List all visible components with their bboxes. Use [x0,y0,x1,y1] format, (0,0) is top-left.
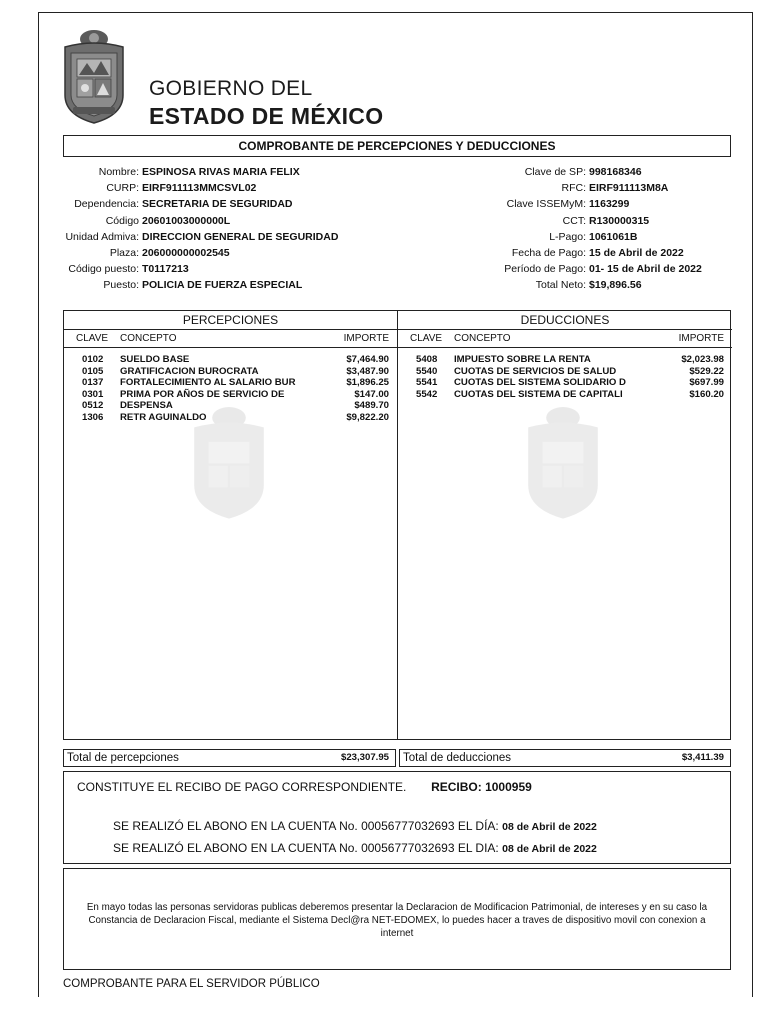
row-concepto: CUOTAS DEL SISTEMA DE CAPITALI [454,388,623,400]
deducciones-title: DEDUCCIONES [398,311,732,330]
row-importe: $3,487.90 [346,365,389,377]
row-importe: $147.00 [354,388,389,400]
government-name-line1: GOBIERNO DEL [149,77,313,100]
abono-date: 08 de Abril de 2022 [502,843,597,855]
info-value: T0117213 [142,263,189,276]
row-clave: 0301 [82,388,104,400]
info-value: POLICIA DE FUERZA ESPECIAL [142,279,303,292]
table-row [398,354,732,366]
row-clave: 0102 [82,354,104,365]
info-value: 01- 15 de Abril de 2022 [589,263,702,276]
header-importe: IMPORTE [678,333,724,344]
deducciones-list [398,348,732,400]
info-row-unidad-admiva [39,229,379,245]
row-importe: $160.20 [689,388,724,400]
row-concepto: RETR AGUINALDO [120,411,207,423]
row-clave: 0105 [82,365,104,377]
info-row-plaza [39,245,379,261]
table-row [64,377,397,389]
constituye-recibo-line [77,780,532,794]
row-concepto: PRIMA POR AÑOS DE SERVICIO DE [120,388,285,400]
table-row [64,412,397,424]
table-row [64,354,397,366]
info-row-rfc [459,180,759,196]
info-label: Nombre: [98,166,139,178]
totals-row [63,749,731,767]
abono-text: SE REALIZÓ EL ABONO EN LA CUENTA No. 00056777032693 EL DIA: [113,841,499,855]
info-label: Clave ISSEMyM: [506,198,586,211]
info-value: 20601003000000L [142,214,231,227]
info-label: Unidad Admiva: [65,230,139,243]
row-clave: 1306 [82,411,104,423]
notice-box [63,868,731,970]
table-row [398,389,732,401]
row-clave: 5408 [416,354,438,365]
government-name-line2: ESTADO DE MÉXICO [149,103,384,129]
header-concepto: CONCEPTO [454,333,511,344]
header-concepto: CONCEPTO [120,333,177,344]
info-label: CCT: [562,214,586,227]
coat-of-arms-watermark-icon [508,401,618,521]
header-clave: CLAVE [410,333,443,344]
deducciones-header [398,330,732,348]
info-value: $19,896.56 [589,279,642,292]
row-concepto: FORTALECIMIENTO AL SALARIO BUR [120,377,296,389]
row-concepto: CUOTAS DE SERVICIOS DE SALUD [454,365,617,377]
total-deducciones-label: Total de deducciones [403,752,512,764]
percepciones-column [64,311,398,739]
info-label: Puesto: [103,279,139,292]
recibo-number: RECIBO: 1000959 [431,780,532,794]
payment-info-box [63,771,731,864]
info-label: Dependencia: [74,198,139,211]
info-value: 998168346 [589,166,642,178]
info-value: 1061061B [589,230,638,243]
row-clave: 5541 [416,377,438,389]
info-label: Código puesto: [68,263,139,276]
total-percepciones [63,749,396,767]
info-value: DIRECCION GENERAL DE SEGURIDAD [142,230,339,243]
employee-info-right [459,164,759,294]
percepciones-list [64,348,397,424]
deducciones-column [398,311,732,739]
row-clave: 5542 [416,388,438,400]
row-clave: 5540 [416,365,438,377]
table-row [64,389,397,401]
employee-info-left [39,164,379,294]
document-title: COMPROBANTE DE PERCEPCIONES Y DEDUCCIONES [63,135,731,157]
row-clave: 0512 [82,400,104,412]
info-row-codigo [39,213,379,229]
info-value: ESPINOSA RIVAS MARIA FELIX [142,166,300,178]
info-row-clave-sp [459,164,759,180]
info-value: 206000000002545 [142,246,230,259]
info-value: 15 de Abril de 2022 [589,246,684,259]
table-row [64,366,397,378]
constituye-text: CONSTITUYE EL RECIBO DE PAGO CORRESPONDIENTE. [77,780,407,794]
footer-text: COMPROBANTE PARA EL SERVIDOR PÚBLICO [63,978,320,990]
info-row-curp [39,180,379,196]
row-concepto: CUOTAS DEL SISTEMA SOLIDARIO D [454,377,626,389]
row-clave: 0137 [82,377,104,389]
row-importe: $9,822.20 [346,411,389,423]
abono-text: SE REALIZÓ EL ABONO EN LA CUENTA No. 00056777032693 EL DÍA: [113,819,499,833]
info-label: RFC: [561,182,586,195]
info-label: Período de Pago: [504,263,586,276]
row-concepto: DESPENSA [120,400,173,412]
total-deducciones [399,749,731,767]
table-row [398,366,732,378]
info-row-puesto [39,277,379,293]
abono-date: 08 de Abril de 2022 [502,821,597,833]
info-label: Fecha de Pago: [511,246,586,259]
info-label: Plaza: [109,246,139,259]
info-value: SECRETARIA DE SEGURIDAD [142,198,293,211]
info-value: R130000315 [589,214,650,227]
total-percepciones-label: Total de percepciones [67,752,179,764]
total-percepciones-value: $23,307.95 [340,752,389,763]
info-value: 1163299 [589,198,630,211]
info-row-total-neto [459,277,759,293]
info-row-cct [459,213,759,229]
info-row-nombre [39,164,379,180]
notice-text: En mayo todas las personas servidoras publicas deberemos presentar la Declaracion de Modificacion Patrimonial, de intereses y en su caso la Constancia de Declaracion Fiscal, mediante el Sistema Decl@ra NET-EDOMEX, lo puedes hacer a traves de dispositivo movil con conexion a internet [86,902,708,939]
row-importe: $529.22 [689,365,724,377]
row-importe: $1,896.25 [346,377,389,389]
table-row [398,377,732,389]
percepciones-header [64,330,397,348]
header-importe: IMPORTE [343,333,389,344]
row-importe: $7,464.90 [346,354,389,365]
info-label: L-Pago: [549,230,586,243]
info-row-l-pago [459,229,759,245]
percepciones-title: PERCEPCIONES [64,311,397,330]
info-value: EIRF911113MMCSVL02 [142,182,257,195]
info-label: Total Neto: [535,279,586,292]
info-row-clave-issemym [459,196,759,212]
row-importe: $697.99 [689,377,724,389]
info-label: Código [105,214,139,227]
table-row [64,400,397,412]
row-importe: $2,023.98 [681,354,724,365]
row-concepto: IMPUESTO SOBRE LA RENTA [454,354,591,365]
info-row-codigo-puesto [39,261,379,277]
info-row-dependencia [39,196,379,212]
info-label: Clave de SP: [524,166,586,178]
header-clave: CLAVE [76,333,109,344]
info-row-fecha-pago [459,245,759,261]
payslip-page [38,12,753,997]
abono-line-1 [113,819,597,833]
info-label: CURP: [106,182,139,195]
info-row-periodo-pago [459,261,759,277]
earnings-deductions-table [63,310,731,740]
abono-line-2 [113,841,597,855]
row-importe: $489.70 [354,400,389,412]
total-deducciones-value: $3,411.39 [681,752,724,763]
info-value: EIRF911113M8A [589,182,669,195]
coat-of-arms-icon [59,25,129,125]
row-concepto: SUELDO BASE [120,354,190,365]
row-concepto: GRATIFICACION BUROCRATA [120,365,259,377]
